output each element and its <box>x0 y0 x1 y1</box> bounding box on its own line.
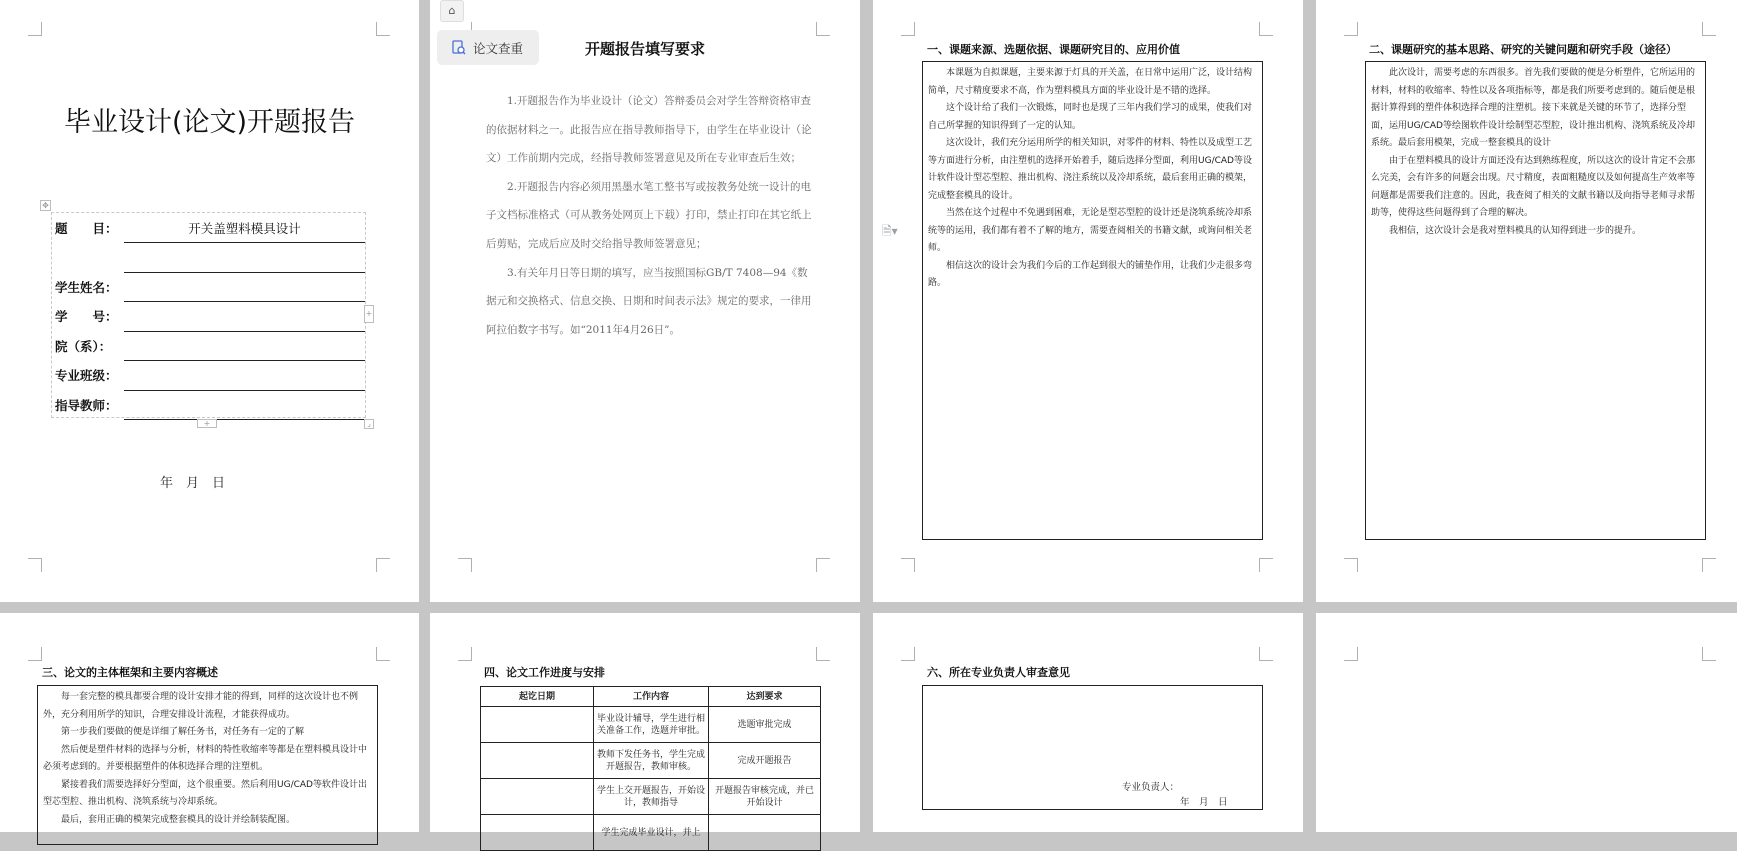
crop-mark <box>28 647 42 661</box>
form-value-title[interactable]: 开关盖塑料模具设计 <box>124 213 365 243</box>
section-1-box[interactable] <box>922 61 1263 540</box>
add-row-icon[interactable]: + <box>197 419 217 428</box>
section-3-paragraph: 第一步我们要做的便是详细了解任务书，对任务有一定的了解 <box>61 727 305 737</box>
schedule-goal-cell[interactable]: 开题报告审核完成，并已开始设计 <box>709 779 821 815</box>
section-1-paragraph: 这次设计，我们充分运用所学的相关知识，对零件的材料、特性以及成型工艺等方面进行分析，由注塑机的选择开始着手，随后选择分型面，利用UG/CAD等设计软件设计型芯型腔、推出机构、浇注系统以及冷却系统，最后套用正确的模架，完成整套模具的设计。 <box>928 138 1253 201</box>
review-date: 年 月 日 <box>1180 797 1228 808</box>
crop-mark <box>901 558 915 572</box>
section-1-heading: 一、课题来源、选题依据、课题研究目的、应用价值 <box>927 43 1180 56</box>
section-3-paragraph: 紧接着我们需要选择好分型面，这个很重要。然后利用UG/CAD等软件设计出型芯型腔、推出机构、浇筑系统与冷却系统。 <box>43 779 367 807</box>
section-3-paragraph: 每一套完整的模具都要合理的设计安排才能的得到，同样的这次设计也不例外，充分利用所学的知识，合理安排设计流程，才能获得成功。 <box>43 692 359 720</box>
add-column-icon[interactable]: + <box>364 305 374 323</box>
column-header-work: 工作内容 <box>594 687 709 707</box>
form-row-class <box>52 361 365 391</box>
crop-mark <box>1344 22 1358 36</box>
form-row-student-id <box>52 302 365 332</box>
schedule-table <box>480 686 821 851</box>
crop-mark <box>1259 647 1273 661</box>
column-header-dates: 起讫日期 <box>481 687 594 707</box>
section-1-paragraph: 这个设计给了我们一次锻炼，同时也是现了三年内我们学习的成果，使我们对自己所掌握的知识得到了一定的认知。 <box>928 103 1253 131</box>
form-label: 专业班级： <box>55 368 118 384</box>
form-label <box>52 243 124 273</box>
schedule-date-cell[interactable] <box>481 707 594 743</box>
crop-mark <box>1344 558 1358 572</box>
crop-mark <box>901 22 915 36</box>
form-label: 学 号： <box>55 309 118 325</box>
section-1-paragraph: 本课题为自拟课题，主要来源于灯具的开关盖，在日常中运用广泛，设计结构简单，尺寸精度要求不高，作为塑料模具方面的毕业设计是不错的选择。 <box>928 68 1253 96</box>
section-1-paragraph: 相信这次的设计会为我们今后的工作起到很大的铺垫作用，让我们少走很多弯路。 <box>928 260 1253 288</box>
cover-form-table <box>52 213 365 420</box>
form-label: 指导教师： <box>55 397 118 413</box>
crop-mark <box>376 647 390 661</box>
schedule-work-cell[interactable]: 学生上交开题报告，开始设计，教师指导 <box>594 779 709 815</box>
crop-mark <box>376 22 390 36</box>
section-1-paragraph: 当然在这个过程中不免遇到困难，无论是型芯型腔的设计还是浇筑系统冷却系统等的运用，我们都有着不了解的地方，需要查阅相关的书籍文献，或询问相关老师。 <box>928 208 1253 253</box>
crop-mark <box>1259 22 1273 36</box>
schedule-date-cell[interactable] <box>481 743 594 779</box>
schedule-goal-cell[interactable] <box>709 815 821 851</box>
form-row-title <box>52 213 365 243</box>
schedule-work-cell[interactable]: 毕业设计辅导，学生进行相关准备工作，选题并审批。 <box>594 707 709 743</box>
schedule-goal-cell[interactable]: 选题审批完成 <box>709 707 821 743</box>
home-icon: ⌂ <box>448 4 456 17</box>
section-6-heading: 六、所在专业负责人审查意见 <box>927 666 1070 679</box>
section-2-paragraph: 此次设计，需要考虑的东西很多。首先我们要做的便是分析塑件，它所运用的材料，材料的收缩率、特性以及各项指标等，都是我们所要考虑到的。随后便是根据计算得到的塑件体积选择合理的注塑机。接下来就是关键的环节了，选择分型面，运用UG/CAD等绘图软件设计绘制型芯型腔，设计推出机构、浇筑系统及冷却系统。最后套用模架，完成一整套模具的设计 <box>1371 68 1696 148</box>
plagiarism-check-label: 论文查重 <box>473 40 524 56</box>
plagiarism-check-button[interactable] <box>437 30 539 65</box>
crop-mark <box>1702 558 1716 572</box>
section-4-heading: 四、论文工作进度与安排 <box>484 666 605 679</box>
crop-mark <box>458 647 472 661</box>
form-value-department[interactable] <box>124 331 365 361</box>
crop-mark <box>816 647 830 661</box>
schedule-header-row <box>481 687 821 707</box>
form-value-advisor[interactable] <box>124 390 365 420</box>
section-3-paragraph: 最后，套用正确的模架完成整套模具的设计并绘制装配图。 <box>61 814 296 825</box>
requirement-item: 3.有关年月日等日期的填写，应当按照国标GB/T 7408—94《数据元和交换格式、信息交换、日期和时间表示法》规定的要求，一律用阿拉伯数字书写。如“2011年4月26日”。 <box>486 266 812 336</box>
section-3-paragraph: 然后便是塑件材料的选择与分析，材料的特性收缩率等都是在塑料模具设计中必须考虑到的。并要根据塑件的体积选择合理的注塑机。 <box>43 744 368 772</box>
crop-mark <box>816 22 830 36</box>
form-value-student-id[interactable] <box>124 302 365 332</box>
section-2-box[interactable] <box>1365 61 1706 540</box>
document-options-icon[interactable]: 🗎▾ <box>882 224 898 238</box>
crop-mark <box>28 22 42 36</box>
form-row-blank <box>52 243 365 273</box>
section-3-heading: 三、论文的主体框架和主要内容概述 <box>42 666 218 679</box>
schedule-date-cell[interactable] <box>481 815 594 851</box>
schedule-row <box>481 815 821 851</box>
section-2-heading: 二、课题研究的基本思路、研究的关键问题和研究手段（途径） <box>1369 43 1677 56</box>
form-value-blank[interactable] <box>124 243 365 273</box>
schedule-date-cell[interactable] <box>481 779 594 815</box>
schedule-work-cell[interactable]: 教师下发任务书，学生完成开题报告，教师审核。 <box>594 743 709 779</box>
schedule-row <box>481 779 821 815</box>
crop-mark <box>28 558 42 572</box>
document-search-icon <box>451 40 466 55</box>
cover-date: 年 月 日 <box>160 476 226 491</box>
column-header-goal: 达到要求 <box>709 687 821 707</box>
form-row-advisor <box>52 390 365 420</box>
requirements-body <box>486 87 812 344</box>
crop-mark <box>1702 647 1716 661</box>
review-box[interactable] <box>922 685 1263 810</box>
crop-mark <box>901 647 915 661</box>
crop-mark <box>1259 558 1273 572</box>
crop-mark <box>376 558 390 572</box>
collapse-toolbar-button[interactable] <box>440 0 464 22</box>
requirement-item: 2.开题报告内容必须用黑墨水笔工整书写或按教务处统一设计的电子文档标准格式（可从教务处网页上下载）打印，禁止打印在其它纸上后剪贴，完成后应及时交给指导教师签署意见； <box>486 180 812 250</box>
table-move-handle-icon[interactable]: ✥ <box>40 200 51 211</box>
form-label: 题 目： <box>55 220 118 236</box>
form-value-student-name[interactable] <box>124 272 365 302</box>
schedule-goal-cell[interactable]: 完成开题报告 <box>709 743 821 779</box>
form-label: 院（系）： <box>55 338 112 354</box>
crop-mark <box>816 558 830 572</box>
form-value-class[interactable] <box>124 361 365 391</box>
signature-label: 专业负责人： <box>1122 782 1180 793</box>
resize-table-icon[interactable]: ⌟ <box>364 419 374 429</box>
cover-title: 毕业设计(论文)开题报告 <box>63 107 356 138</box>
form-row-department <box>52 331 365 361</box>
section-2-paragraph: 我相信，这次设计会是我对塑料模具的认知得到进一步的提升。 <box>1389 225 1642 236</box>
page-blank <box>1316 613 1737 832</box>
section-2-paragraph: 由于在塑料模具的设计方面还没有达到熟练程度，所以这次的设计肯定不会那么完美，会有许多的问题会出现。尺寸精度，表面粗糙度以及如何提高生产效率等问题都是需要我们注意的。因此，我查阅了相关的文献书籍以及向指导老师寻求帮助等，使得这些问题得到了合理的解决。 <box>1371 155 1696 218</box>
schedule-row <box>481 743 821 779</box>
page-cover <box>0 0 419 602</box>
crop-mark <box>1344 647 1358 661</box>
section-3-box[interactable] <box>37 685 378 845</box>
schedule-row <box>481 707 821 743</box>
requirement-item: 1.开题报告作为毕业设计（论文）答辩委员会对学生答辩资格审查的依据材料之一。此报告应在指导教师指导下，由学生在毕业设计（论文）工作前期内完成，经指导教师签署意见及所在专业审查后生效； <box>486 95 812 165</box>
requirements-title: 开题报告填写要求 <box>584 40 705 58</box>
schedule-work-cell[interactable]: 学生完成毕业设计，并上 <box>594 815 709 851</box>
form-label: 学生姓名： <box>55 279 118 295</box>
form-row-student-name <box>52 272 365 302</box>
crop-mark <box>458 558 472 572</box>
crop-mark <box>1702 22 1716 36</box>
